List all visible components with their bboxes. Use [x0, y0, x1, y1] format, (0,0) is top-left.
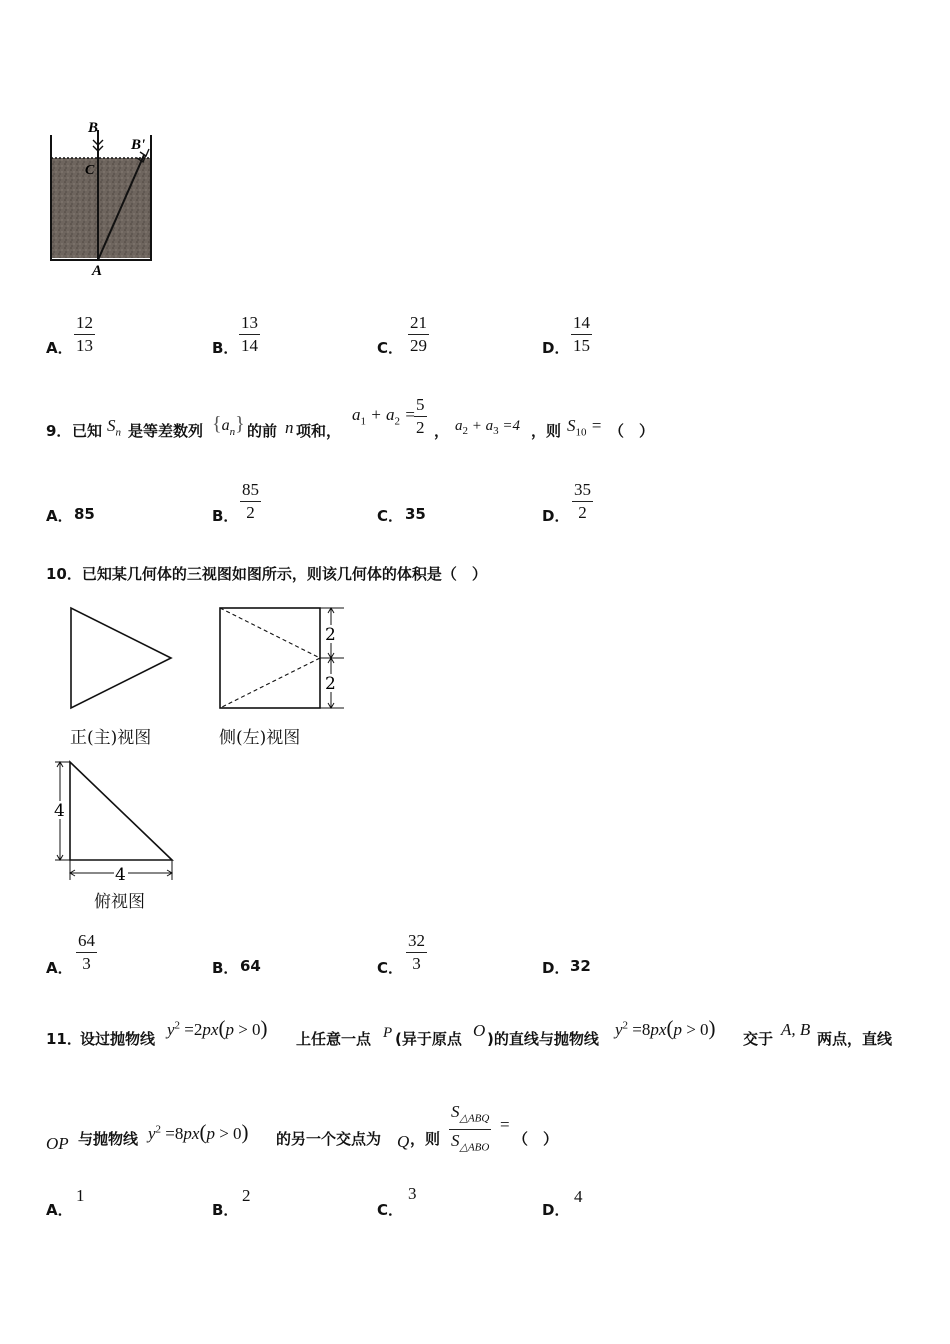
q10-option-d-value[interactable]: 32: [570, 957, 591, 975]
q8-option-a-value[interactable]: $\frac{12}{13}$: [76, 313, 93, 355]
label-b: B: [88, 120, 99, 136]
q11-text-3: (异于原点: [395, 1030, 462, 1048]
q11-parabola-1: $y^2 =2px(p > 0)$: [167, 1016, 268, 1040]
q9-option-c-value[interactable]: 35: [405, 505, 426, 523]
top-view-caption: 俯视图: [94, 892, 145, 912]
q9-option-a-value[interactable]: 85: [74, 505, 95, 523]
q11-text-6: 两点，直线: [817, 1030, 893, 1048]
q9-option-b-letter[interactable]: B．: [212, 507, 239, 525]
q11-equals: =: [500, 1115, 510, 1134]
q11-points-ab: A, B: [781, 1020, 811, 1039]
q9-text-3: 的前: [247, 422, 278, 440]
q11-text-4: )的直线与抛物线: [487, 1030, 599, 1048]
q11-answer-paren: （ ）: [513, 1130, 559, 1148]
q10-stem: 10．已知某几何体的三视图如图所示，则该几何体的体积是（ ）: [46, 565, 487, 583]
q11-option-b-letter[interactable]: B．: [212, 1201, 239, 1219]
front-view: [60, 600, 185, 720]
q11-origin-o: O: [473, 1021, 486, 1040]
q8-option-a-letter[interactable]: A．: [46, 339, 73, 357]
q8-option-c-letter[interactable]: C．: [377, 339, 404, 357]
side-view-caption: 侧(左)视图: [219, 728, 301, 748]
q8-option-d-value[interactable]: $\frac{14}{15}$: [573, 313, 590, 355]
side-view: [210, 600, 355, 720]
q11-option-a-letter[interactable]: A．: [46, 1201, 73, 1219]
q9-eq2: $a_2 + a_3 =4$: [455, 418, 520, 437]
q11-parabola-3: $y^2 =8px(p > 0)$: [148, 1120, 249, 1144]
q8-option-b-letter[interactable]: B．: [212, 339, 239, 357]
q9-text-2: 是等差数列: [128, 422, 204, 440]
q8-option-c-value[interactable]: $\frac{21}{29}$: [410, 313, 427, 355]
q11-option-a-value[interactable]: 1: [76, 1186, 85, 1205]
q11-option-c-value[interactable]: 3: [408, 1184, 417, 1203]
q9-n: n: [285, 418, 294, 437]
top-dim-horizontal: 4: [115, 865, 126, 885]
top-view: [45, 755, 185, 885]
q9-an-brace: $\{a_n\}$: [212, 413, 245, 438]
q11-text-9: ，则: [410, 1130, 441, 1148]
q11-area-ratio: $S_{\triangle ABQ}$ $S_{\triangle ABO}$: [451, 1102, 490, 1154]
q9-text-4: 项和，: [296, 422, 342, 440]
q11-parabola-2: $y^2 =8px(p > 0)$: [615, 1016, 716, 1040]
q9-sn: $S_n$: [107, 416, 121, 439]
q11-point-p: P: [383, 1025, 393, 1041]
q11-text-8: 的另一个交点为: [276, 1130, 382, 1148]
q11-option-d-value[interactable]: 4: [574, 1187, 583, 1206]
q9-s10: $S_{10}$ =: [567, 416, 603, 439]
q9-comma: ，: [434, 422, 450, 440]
side-dim-upper: 2: [325, 625, 336, 645]
top-dim-vertical: 4: [54, 801, 65, 821]
q11-text-2: 上任意一点: [296, 1030, 372, 1048]
q10-option-a-letter[interactable]: A．: [46, 959, 73, 977]
q9-text-1: 已知: [72, 422, 103, 440]
q9-option-c-letter[interactable]: C．: [377, 507, 404, 525]
label-c: C: [85, 163, 95, 178]
q9-option-d-value[interactable]: $\frac{35}{2}$: [574, 480, 591, 522]
q9-option-d-letter[interactable]: D．: [542, 507, 570, 525]
q10-option-c-value[interactable]: $\frac{32}{3}$: [408, 931, 425, 973]
q9-eq1-lhs: $a_1 + a_2$ =: [352, 405, 416, 428]
q9-eq1-fraction: $\frac{5}{2}$: [416, 395, 425, 437]
label-b-prime: B': [131, 137, 146, 153]
q10-option-b-letter[interactable]: B．: [212, 959, 239, 977]
q9-option-b-value[interactable]: $\frac{85}{2}$: [242, 480, 259, 522]
q9-answer-paren: （ ）: [609, 422, 655, 440]
q10-option-a-value[interactable]: $\frac{64}{3}$: [78, 931, 95, 973]
label-a: A: [92, 263, 103, 279]
q11-text-1: 设过抛物线: [80, 1030, 156, 1048]
q11-point-q: Q: [397, 1132, 410, 1151]
front-view-caption: 正(主)视图: [70, 728, 152, 748]
q9-option-a-letter[interactable]: A．: [46, 507, 73, 525]
q9-text-5: ，则: [531, 422, 562, 440]
q11-option-c-letter[interactable]: C．: [377, 1201, 404, 1219]
q8-option-d-letter[interactable]: D．: [542, 339, 570, 357]
q8-option-b-value[interactable]: $\frac{13}{14}$: [241, 313, 258, 355]
q11-text-5: 交于: [743, 1030, 774, 1048]
q10-option-b-value[interactable]: 64: [240, 957, 261, 975]
q11-text-7: 与抛物线: [78, 1130, 139, 1148]
q10-option-d-letter[interactable]: D．: [542, 959, 570, 977]
tank-figure: [40, 115, 165, 280]
q11-number: 11．: [46, 1030, 82, 1048]
q9-number: 9．: [46, 422, 72, 440]
q11-line-op: OP: [46, 1134, 69, 1153]
q11-option-d-letter[interactable]: D．: [542, 1201, 570, 1219]
q11-option-b-value[interactable]: 2: [242, 1186, 251, 1205]
q10-option-c-letter[interactable]: C．: [377, 959, 404, 977]
side-dim-lower: 2: [325, 674, 336, 694]
